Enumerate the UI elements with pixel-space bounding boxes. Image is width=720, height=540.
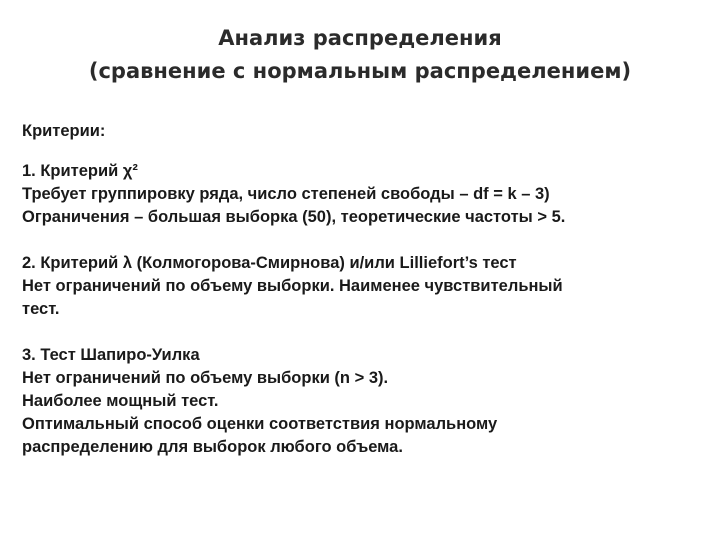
criterion-2-line-2: тест. bbox=[22, 300, 60, 318]
criterion-3-heading: 3. Тест Шапиро-Уилка bbox=[22, 346, 200, 364]
criterion-3-line-4: распределению для выборок любого объема. bbox=[22, 438, 403, 456]
title-line-1: Анализ распределения bbox=[218, 26, 502, 50]
criterion-1-line-2: Ограничения – большая выборка (50), теоретические частоты > 5. bbox=[22, 208, 566, 226]
criterion-1-line-1: Требует группировку ряда, число степеней свободы – df = k – 3) bbox=[22, 185, 550, 203]
criterion-2-line-1: Нет ограничений по объему выборки. Наименее чувствительный bbox=[22, 277, 563, 295]
criterion-2 bbox=[22, 252, 702, 321]
spacer bbox=[22, 321, 702, 344]
spacer bbox=[22, 229, 702, 252]
slide-title bbox=[0, 22, 720, 88]
criterion-3-line-2: Наиболее мощный тест. bbox=[22, 392, 219, 410]
criterion-2-heading: 2. Критерий λ (Колмогорова-Смирнова) и/или Lilliefort’s тест bbox=[22, 254, 517, 272]
title-line-2: (сравнение с нормальным распределением) bbox=[88, 59, 632, 83]
criterion-3-line-3: Оптимальный способ оценки соответствия нормальному bbox=[22, 415, 498, 433]
criterion-3 bbox=[22, 344, 702, 459]
criterion-3-line-1: Нет ограничений по объему выборки (n > 3). bbox=[22, 369, 389, 387]
criterion-1-heading: 1. Критерий χ² bbox=[22, 162, 138, 180]
criterion-1 bbox=[22, 160, 702, 229]
slide-body bbox=[22, 120, 702, 459]
spacer bbox=[22, 143, 702, 160]
criteria-heading: Критерии: bbox=[22, 122, 106, 140]
